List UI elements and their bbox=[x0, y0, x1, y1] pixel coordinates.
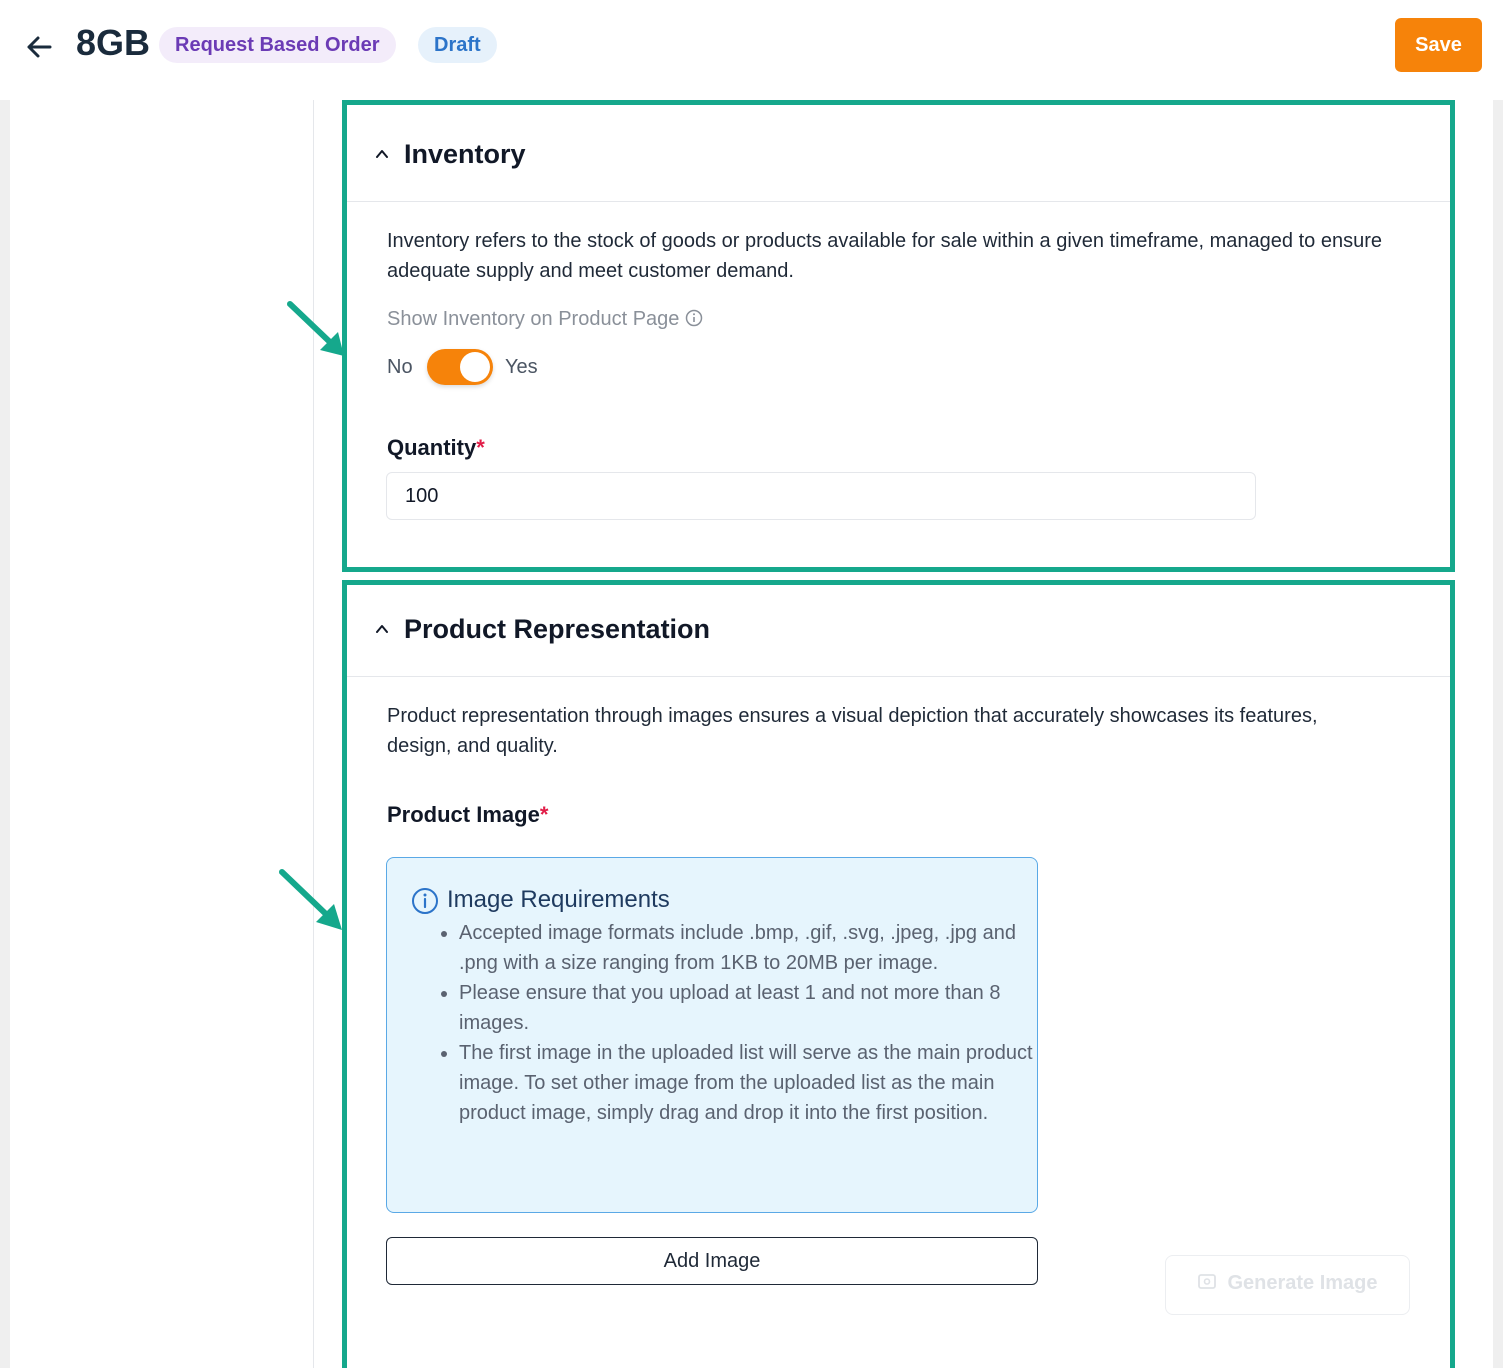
info-icon[interactable] bbox=[685, 309, 703, 333]
inventory-section bbox=[342, 100, 1455, 572]
required-asterisk: * bbox=[539, 802, 549, 827]
image-requirements-title: Image Requirements bbox=[447, 886, 670, 913]
image-requirements-list bbox=[433, 918, 1039, 1128]
page-title: 8GB bbox=[76, 22, 151, 63]
sidebar-divider bbox=[313, 100, 314, 1368]
quantity-label-text: Quantity bbox=[387, 435, 477, 460]
status-badge: Draft bbox=[418, 27, 497, 63]
required-asterisk: * bbox=[476, 435, 485, 460]
order-type-badge: Request Based Order bbox=[159, 27, 396, 63]
chevron-up-icon bbox=[375, 622, 389, 636]
generate-image-label: Generate Image bbox=[1227, 1272, 1378, 1294]
quantity-label bbox=[387, 435, 485, 461]
annotation-arrow-icon bbox=[276, 866, 348, 934]
inventory-section-header[interactable] bbox=[347, 105, 1450, 202]
section-description: Inventory refers to the stock of goods or products available for sale within a given timeframe, managed to ensure adequate supply and meet customer demand. bbox=[387, 230, 1382, 282]
product-representation-section-header[interactable] bbox=[347, 585, 1450, 677]
image-requirements-box bbox=[386, 857, 1038, 1213]
product-image-label-text: Product Image bbox=[387, 802, 540, 827]
generate-image-button[interactable] bbox=[1165, 1255, 1410, 1315]
product-representation-section bbox=[342, 580, 1455, 1368]
product-image-label bbox=[387, 802, 548, 828]
show-inventory-label bbox=[387, 308, 703, 333]
toggle-knob bbox=[460, 352, 490, 382]
info-circle-icon bbox=[411, 887, 439, 915]
section-title: Product Representation bbox=[404, 614, 711, 644]
add-image-button[interactable]: Add Image bbox=[386, 1237, 1038, 1285]
save-button[interactable]: Save bbox=[1395, 18, 1482, 72]
section-title: Inventory bbox=[404, 139, 526, 169]
toggle-off-label: No bbox=[387, 356, 413, 378]
chevron-up-icon bbox=[375, 147, 389, 161]
page-gutter-left bbox=[0, 100, 10, 1368]
sparkle-icon bbox=[1197, 1272, 1217, 1298]
list-item: • The first image in the uploaded list will serve as the main product image. To set other image from the uploaded list as the main product image, simply drag and drop it into the first position. bbox=[459, 1038, 1039, 1128]
page-header bbox=[0, 0, 1503, 100]
quantity-input[interactable] bbox=[386, 472, 1256, 520]
toggle-on-label: Yes bbox=[505, 356, 538, 378]
page-gutter-right bbox=[1493, 100, 1503, 1368]
list-item: • Please ensure that you upload at least 1 and not more than 8 images. bbox=[459, 978, 1039, 1038]
show-inventory-label-text: Show Inventory on Product Page bbox=[387, 308, 680, 330]
show-inventory-toggle[interactable] bbox=[427, 349, 493, 385]
section-description: Product representation through images ensures a visual depiction that accurately showcases its features, design, and quality. bbox=[387, 705, 1318, 757]
list-item: • Accepted image formats include .bmp, .gif, .svg, .jpeg, .jpg and .png with a size ranging from 1KB to 20MB per image. bbox=[459, 918, 1039, 978]
back-arrow-icon[interactable] bbox=[22, 30, 56, 64]
